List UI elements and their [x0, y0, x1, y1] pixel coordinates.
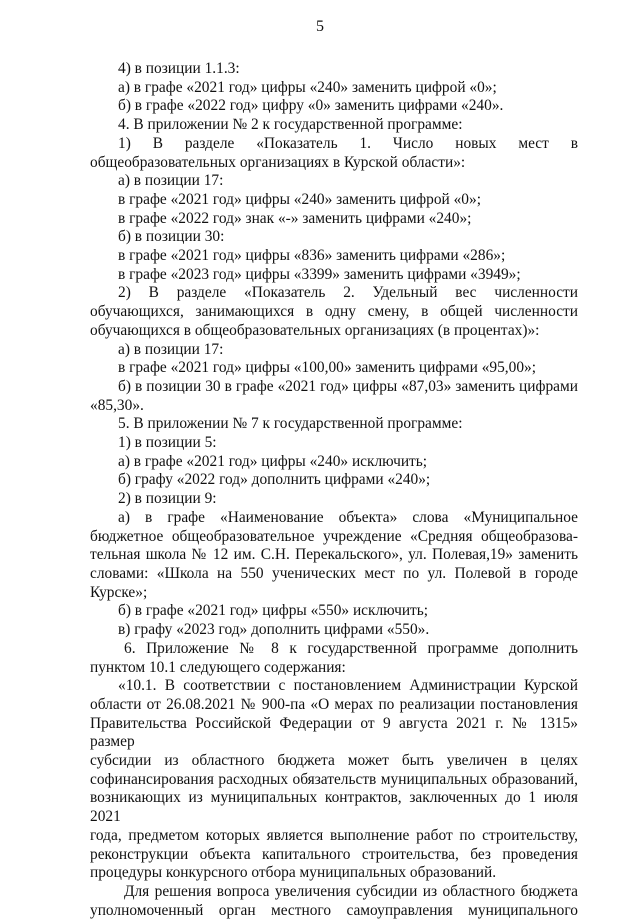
- text-line: обучающихся в общеобразовательных организациях (в процентах)»:: [90, 321, 540, 339]
- text-line: б) в позиции 30:: [118, 228, 225, 246]
- text-line: тельная школа № 12 им. С.Н. Перекальского», ул. Полевая,19» заменить: [90, 546, 578, 564]
- text-line: 6. Приложение № 8 к государственной программе дополнить: [124, 639, 578, 657]
- text-line: б) в графе «2022 год» цифру «0» заменить цифрами «240».: [118, 97, 504, 115]
- text-line: а) в графе «2021 год» цифры «240» заменить цифрой «0»;: [118, 78, 497, 96]
- text-line: реконструкции объекта капитального строительства, без проведения: [90, 845, 578, 863]
- text-line: 2) В разделе «Показатель 2. Удельный вес численности: [118, 284, 578, 302]
- text-line: области от 26.08.2021 № 900-па «О мерах по реализации постановления: [90, 695, 578, 713]
- text-line: в графе «2022 год» знак «-» заменить цифрами «240»;: [118, 209, 472, 227]
- document-body: [90, 60, 578, 920]
- text-line: Правительства Российской Федерации от 9 августа 2021 г. № 1315» размер: [90, 714, 578, 751]
- text-line: а) в позиции 17:: [118, 172, 224, 190]
- text-line: 5. В приложении № 7 к государственной программе:: [118, 415, 463, 433]
- text-line: процедуры конкурсного отбора муниципальных образований.: [90, 864, 497, 882]
- text-line: уполномоченный орган местного самоуправления муниципального: [90, 901, 578, 919]
- text-line: 4) в позиции 1.1.3:: [118, 60, 240, 77]
- text-line: года, предметом которых является выполнение работ по строительству,: [90, 826, 578, 844]
- text-line: в графе «2023 год» цифры «3399» заменить цифрами «3949»;: [118, 265, 521, 283]
- text-line: б) графу «2022 год» дополнить цифрами «240»;: [118, 471, 431, 489]
- text-line: Курске»;: [90, 583, 148, 601]
- text-line: обучающихся, занимающихся в одну смену, в общей численности: [90, 303, 578, 321]
- text-line: Для решения вопроса увеличения субсидии из областного бюджета: [124, 882, 578, 900]
- text-line: б) в позиции 30 в графе «2021 год» цифры «87,03» заменить цифрами: [118, 377, 578, 395]
- text-line: в графе «2021 год» цифры «240» заменить цифрой «0»;: [118, 190, 481, 208]
- text-line: в) графу «2023 год» дополнить цифрами «550».: [118, 621, 430, 639]
- text-line: а) в графе «2021 год» цифры «240» исключить;: [118, 452, 428, 470]
- text-line: «85,30».: [90, 396, 144, 414]
- text-line: пунктом 10.1 следующего содержания:: [90, 658, 346, 676]
- text-line: «10.1. В соответствии с постановлением Администрации Курской: [118, 677, 578, 695]
- text-line: б) в графе «2021 год» цифры «550» исключить;: [118, 602, 429, 620]
- text-line: бюджетное общеобразовательное учреждение «Средняя общеобразова-: [90, 527, 578, 545]
- text-line: 2) в позиции 9:: [118, 490, 217, 508]
- text-line: в графе «2021 год» цифры «100,00» заменить цифрами «95,00»;: [118, 359, 537, 377]
- text-line: словами: «Школа на 550 ученических мест по ул. Полевой в городе: [90, 564, 578, 582]
- text-line: а) в позиции 17:: [118, 340, 224, 358]
- text-line: возникающих из муниципальных контрактов, заключенных до 1 июля 2021: [90, 789, 578, 826]
- text-line: 1) в позиции 5:: [118, 434, 217, 452]
- text-line: субсидии из областного бюджета может быть увеличен в целях: [90, 752, 578, 770]
- page-number: 5: [316, 18, 324, 35]
- text-line: а) в графе «Наименование объекта» слова «Муниципальное: [118, 508, 578, 526]
- text-line: в графе «2021 год» цифры «836» заменить цифрами «286»;: [118, 247, 506, 265]
- text-line: 4. В приложении № 2 к государственной программе:: [118, 116, 463, 134]
- text-line: общеобразовательных организациях в Курской области»:: [90, 153, 466, 171]
- text-line: софинансирования расходных обязательств муниципальных образований,: [90, 770, 578, 788]
- text-line: 1) В разделе «Показатель 1. Число новых мест в: [118, 134, 578, 152]
